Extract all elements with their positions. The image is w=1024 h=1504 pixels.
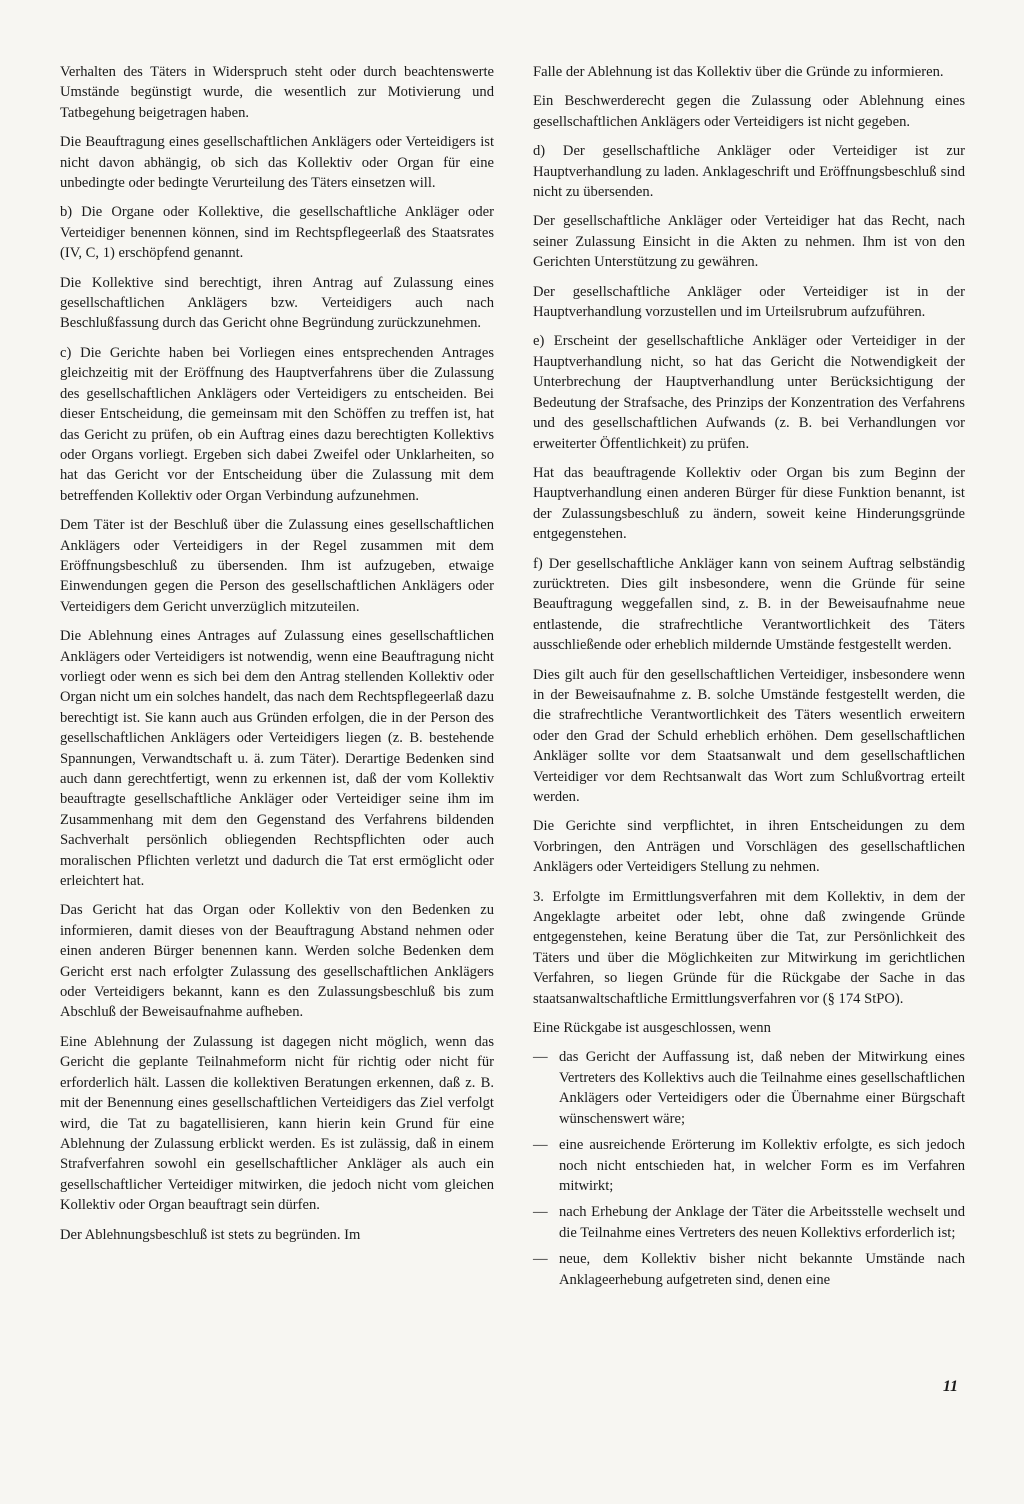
list-item: — nach Erhebung der Anklage der Täter die Arbeitsstelle wechselt und die Teilnahme eines Vertreters des neuen Kollektivs erforderlich ist;	[533, 1202, 965, 1243]
paragraph: f) Der gesellschaftliche Ankläger kann von seinem Auftrag selbständig zurücktreten. Dies gilt insbesondere, wenn die Gründe für seine Beauftragung weggefallen sind, z. B. in der Beweisaufnahme neue entlastende, die strafrechtliche Verantwortlichkeit des Täters ausschließende oder erheblich mildernde Umstände festgestellt werden.	[533, 555, 965, 654]
paragraph: Die Beauftragung eines gesellschaftlichen Anklägers oder Verteidigers ist nicht davon abhängig, ob sich das Kollektiv oder Organ für eine unbedingte oder bedingte Verurteilung des Täters einsetzen will.	[60, 134, 494, 192]
paragraph: e) Erscheint der gesellschaftliche Ankläger oder Verteidiger in der Hauptverhandlung nicht, so hat das Gericht die Notwendigkeit der Unterbrechung der Hauptverhandlung unter Berücksichtigung der Bedeutung der Strafsache, des Prinzips der Konzentration des Verfahrens und des gesellschaftlichen Aufwands (z. B. bei Verhandlungen vor erweiterter Öffentlichkeit) zu prüfen.	[533, 333, 965, 452]
paragraph: c) Die Gerichte haben bei Vorliegen eines entsprechenden Antrages gleichzeitig mit der Eröffnung des Hauptverfahrens über die Zulassung des gesellschaftlichen Anklägers oder Verteidigers zu entscheiden. Bei dieser Entscheidung, die gemeinsam mit den Schöffen zu treffen ist, hat das Gericht zu prüfen, ob ein Auftrag eines dazu berechtigten Kollektivs oder Organs vorliegt. Ergeben sich dabei Zweifel oder Unklarheiten, so hat das Gericht vor der Entscheidung über die Zulassung mit dem betreffenden Kollektiv oder Organ Verbindung aufzunehmen.	[60, 344, 494, 504]
paragraph: Dies gilt auch für den gesellschaftlichen Verteidiger, insbesondere wenn in der Beweisaufnahme z. B. solche Umstände festgestellt werden, die die strafrechtliche Verantwortlichkeit des Täters wesentlich erweitern oder den Grad der Schuld erheblich erhöhen. Dem gesellschaftlichen Ankläger sollte vor dem Staatsanwalt und dem gesellschaftlichen Verteidiger vor dem Rechtsanwalt das Wort zum Schlußvortrag erteilt werden.	[533, 666, 965, 805]
paragraph: Der gesellschaftliche Ankläger oder Verteidiger hat das Recht, nach seiner Zulassung Einsicht in die Akten zu nehmen. Ihm ist von den Gerichten Unterstützung zu gewähren.	[533, 213, 965, 271]
left-column	[60, 62, 494, 1254]
paragraph: 3. Erfolgte im Ermittlungsverfahren mit dem Kollektiv, in dem der Angeklagte arbeitet oder lebt, ohne daß zwingende Gründe entgegenstehen, keine Beratung über die Tat, zur Persönlichkeit des Täters und über die Möglichkeiten zur Mitwirkung im gerichtlichen Verfahren, so liegen Gründe für die Rückgabe der Sache in das staatsanwaltschaftliche Ermittlungsverfahren vor (§ 174 StPO).	[533, 888, 965, 1007]
paragraph: Die Kollektive sind berechtigt, ihren Antrag auf Zulassung eines gesellschaftlichen Anklägers bzw. Verteidigers auch nach Beschlußfassung durch das Gericht ohne Begründung zurückzunehmen.	[60, 274, 494, 332]
paragraph: d) Der gesellschaftliche Ankläger oder Verteidiger ist zur Hauptverhandlung zu laden. Anklageschrift und Eröffnungsbeschluß sind nicht zu übersenden.	[533, 143, 965, 201]
list-item: — neue, dem Kollektiv bisher nicht bekannte Umstände nach Anklageerhebung aufgetreten sind, denen eine	[533, 1249, 965, 1290]
list-item: — das Gericht der Auffassung ist, daß neben der Mitwirkung eines Vertreters des Kollektivs auch die Teilnahme eines gesellschaftlichen Anklägers oder Verteidigers oder die Übernahme einer Bürgschaft wünschenswert wäre;	[533, 1047, 965, 1129]
list-item: — eine ausreichende Erörterung im Kollektiv erfolgte, es sich jedoch noch nicht entschieden hat, in welcher Form es im Verfahren mitwirkt;	[533, 1135, 965, 1196]
exclusion-list	[533, 1047, 965, 1289]
paragraph: Der Ablehnungsbeschluß ist stets zu begründen. Im	[60, 1226, 361, 1243]
page-number: 11	[942, 1378, 958, 1395]
paragraph: b) Die Organe oder Kollektive, die gesellschaftliche Ankläger oder Verteidiger benennen können, sind im Rechtspflegeerlaß des Staatsrates (IV, C, 1) erschöpfend genannt.	[60, 204, 494, 262]
paragraph: Falle der Ablehnung ist das Kollektiv über die Gründe zu informieren.	[533, 64, 944, 80]
paragraph: Die Ablehnung eines Antrages auf Zulassung eines gesellschaftlichen Anklägers oder Verteidigers ist notwendig, wenn eine Beauftragung nicht vorliegt oder wenn es sich bei dem den Antrag stellenden Kollektiv oder Organ nicht um ein solches handelt, das nach dem Rechtspflegeerlaß dazu berechtigt ist. Sie kann auch aus Gründen erfolgen, die in der Person des gesellschaftlichen Anklägers oder Verteidigers liegen (z. B. bestehende Spannungen, Verwandtschaft u. ä. zum Täter). Derartige Bedenken sind auch dann gerechtfertigt, wenn zu erkennen ist, daß der vom Kollektiv beauftragte gesellschaftliche Ankläger oder Verteidiger seine ihm im Zusammenhang mit dem den Gegenstand des Verfahrens bildenden Sachverhalt persönlich obliegenden Rechtspflichten oder auch moralischen Pflichten verletzt und dadurch die Tat erst ermöglicht oder erleichtert hat.	[60, 628, 494, 890]
paragraph: Der gesellschaftliche Ankläger oder Verteidiger ist in der Hauptverhandlung vorzustellen und im Urteilsrubrum aufzuführen.	[533, 283, 965, 321]
right-column	[533, 62, 965, 1298]
paragraph: Verhalten des Täters in Widerspruch steht oder durch beachtenswerte Umstände begünstigt wurde, die wesentlich zur Motivierung und Tatbegehung beigetragen haben.	[60, 64, 494, 121]
paragraph: Ein Beschwerderecht gegen die Zulassung oder Ablehnung eines gesellschaftlichen Anklägers oder Verteidigers ist nicht gegeben.	[533, 93, 965, 130]
paragraph: Eine Rückgabe ist ausgeschlossen, wenn	[533, 1020, 771, 1037]
paragraph: Dem Täter ist der Beschluß über die Zulassung eines gesellschaftlichen Anklägers oder Verteidigers in der Regel zusammen mit dem Eröffnungsbeschluß zu übersenden. Ihm ist aufzugeben, etwaige Einwendungen gegen die Person des gesellschaftlichen Anklägers oder Verteidigers dem Gericht unverzüglich mitzuteilen.	[60, 517, 494, 615]
paragraph: Hat das beauftragende Kollektiv oder Organ bis zum Beginn der Hauptverhandlung einen anderen Bürger für diese Funktion benannt, ist der Zulassungsbeschluß zu ändern, soweit keine Hinderungsgründe entgegenstehen.	[533, 464, 965, 543]
paragraph: Die Gerichte sind verpflichtet, in ihren Entscheidungen zu dem Vorbringen, den Anträgen und Vorschlägen des gesellschaftlichen Anklägers oder Verteidigers Stellung zu nehmen.	[533, 818, 965, 876]
paragraph: Das Gericht hat das Organ oder Kollektiv von den Bedenken zu informieren, damit dieses von der Beauftragung Abstand nehmen oder einen anderen Bürger benennen kann. Werden solche Bedenken dem Gericht erst nach erfolgter Zulassung des gesellschaftlichen Anklägers oder Verteidigers bekannt, kann es den Zulassungsbeschluß bis zum Abschluß der Beweisaufnahme aufheben.	[60, 902, 494, 1021]
paragraph: Eine Ablehnung der Zulassung ist dagegen nicht möglich, wenn das Gericht die geplante Teilnahmeform nicht für richtig oder nicht für erforderlich hält. Lassen die kollektiven Beratungen erkennen, daß z. B. mit der Benennung eines gesellschaftlichen Verteidigers das Ziel verfolgt wird, die Tat zu bagatellisieren, kann hierin kein Grund für eine Ablehnung der Zulassung erblickt werden. Es ist zulässig, daß in einem Strafverfahren sowohl ein gesellschaftlicher Ankläger als auch ein gesellschaftlicher Verteidiger mitwirken, die jedoch nicht vom gleichen Kollektiv oder Organ beauftragt sein dürfen.	[60, 1033, 494, 1214]
